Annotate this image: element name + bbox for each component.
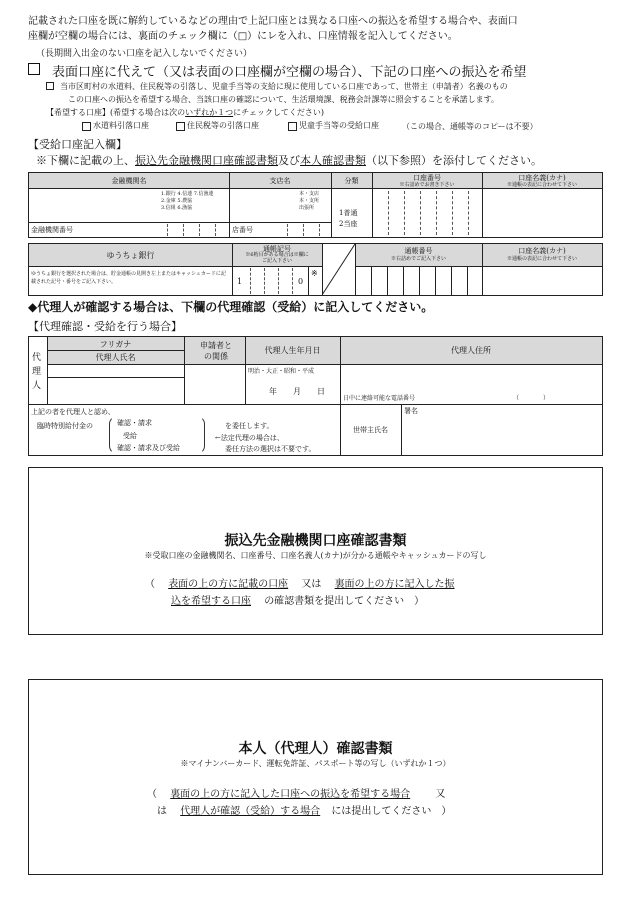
option-sub-1: 当市区町村の水道料、住民税等の引落し、児童手当等の支給に現に使用している口座であって、世帯主（申請者）名義のもの	[60, 82, 508, 91]
yucho-number-header: 通帳番号	[404, 247, 433, 255]
wish-post: にチェックしてください)	[233, 108, 325, 117]
checkbox[interactable]	[288, 122, 297, 131]
delegate-option-both[interactable]: 確認・請求及び受給	[117, 444, 180, 452]
instr-underline-1: 振込先金融機関口座確認書類	[135, 154, 278, 167]
phone-input[interactable]: （ ）	[513, 395, 550, 402]
yucho-number-input[interactable]	[356, 267, 482, 295]
header-bank-name: 金融機関名	[111, 177, 147, 185]
type-ordinary[interactable]: 1普通	[339, 209, 358, 217]
bank-code-label: 金融機関番号	[31, 226, 73, 234]
bank-doc-desc: ※受取口座の金融機関名、口座番号、口座名義人(カナ)が分かる通帳やキャッシュカードの写し	[144, 551, 487, 560]
header-relation: 申請者との関係	[200, 341, 232, 361]
header-branch: 支店名	[269, 177, 291, 185]
relation-input[interactable]	[185, 365, 245, 404]
header-furigana: フリガナ	[99, 340, 132, 349]
agent-table	[28, 336, 603, 456]
legal-note-2: 委任方法の選択は不要です。	[225, 445, 316, 453]
birth-ymd: 年 月 日	[269, 387, 325, 396]
header-account-number: 口座番号	[413, 174, 441, 182]
header-address: 代理人住所	[451, 346, 491, 355]
instr-pre: ※下欄に記載の上、	[36, 154, 135, 167]
instr-mid: 及び	[278, 154, 300, 167]
choice-label: 住民税等の引落口座	[187, 121, 259, 130]
yucho-sixth-digit-mark: ※	[311, 269, 318, 278]
choice-resident-tax[interactable]	[176, 120, 259, 131]
branch-type-list: 本・支店 本・支所 出張所	[299, 191, 320, 211]
legal-note-1: ←法定代理の場合は、	[215, 434, 284, 442]
paren-open: （	[145, 579, 155, 590]
alt-account-checkbox[interactable]	[28, 63, 40, 75]
paren-open: （	[147, 789, 157, 800]
yucho-sign-digit-1: 1	[237, 277, 243, 286]
yucho-table	[28, 243, 603, 296]
id-doc-title: 本人（代理人）確認書類	[238, 741, 393, 757]
agent-name-input[interactable]	[48, 378, 184, 404]
bank-account-table	[28, 172, 603, 238]
id-doc-close: には提出してください ）	[331, 806, 452, 817]
id-doc-desc: ※マイナンバーカード、運転免許証、パスポート等の写し（いずれか１つ）	[180, 759, 451, 768]
wish-pre: 【希望する口座】(希望する場合は次の	[46, 108, 186, 117]
bank-doc-or: 又は	[301, 579, 322, 590]
agent-headline: ◆代理人が確認する場合は、下欄の代理確認（受給）に記入してください。	[28, 300, 434, 314]
yucho-sign-note: ※6桁目がある場合は※欄に ご記入下さい	[245, 252, 309, 264]
wish-line	[46, 107, 324, 118]
bank-doc-attach-area[interactable]	[28, 467, 603, 635]
account-heading: 【受給口座記入欄】	[28, 138, 127, 151]
benefit-label: 臨時特別給付金の	[37, 422, 93, 430]
type-current[interactable]: 2当座	[339, 220, 358, 228]
bank-type-list: 1.銀行 4.信連 7.信漁連 2.金庫 5.農協 3.信組 6.漁協	[161, 191, 214, 211]
yucho-note: ゆうちょ銀行を選択された場合は、貯金通帳の見開き左上またはキャッシュカードに記載された記号・番号をご記入下さい。	[31, 271, 226, 285]
intro-line-2: 座欄が空欄の場合には、裏面のチェック欄に（□）にレを入れ、口座情報を記入してください。	[28, 31, 458, 42]
choice-label: 水道料引落口座	[93, 121, 149, 130]
bank-name-input[interactable]	[31, 189, 229, 222]
instr-post: （以下参照）を添付してください。	[366, 154, 542, 167]
entrust-text: を委任します。	[225, 422, 274, 430]
checkbox[interactable]	[82, 122, 91, 131]
option-title: 表面口座に代えて（又は表面の口座欄が空欄の場合）、下記の口座への振込を希望	[52, 65, 527, 80]
intro-line-1: 記載された口座を既に解約しているなどの理由で上記口座とは異なる口座への振込を希望する場合や、表面口	[28, 16, 518, 27]
era-options[interactable]: 明治・大正・昭和・平成	[248, 368, 315, 375]
choice-label: 児童手当等の受給口座	[299, 121, 379, 130]
option-sub-2: この口座への振込を希望する場合、当該口座の確認について、生活環境課、税務会計課等に照会することを承諾します。	[68, 95, 500, 104]
furigana-input[interactable]	[48, 365, 184, 377]
bank-doc-note-line-2	[171, 592, 424, 607]
yucho-holder-input[interactable]	[483, 267, 602, 295]
bank-doc-note-line-1	[145, 575, 455, 590]
yucho-holder-header: 口座名義(カナ)	[518, 247, 566, 255]
id-doc-note-line-1	[147, 785, 445, 800]
header-type: 分類	[344, 177, 359, 185]
consent-checkbox[interactable]	[46, 82, 54, 90]
bank-doc-close: の確認書類を提出してください ）	[264, 596, 425, 607]
yucho-number-note: ※右詰めでご記入下さい	[390, 256, 446, 262]
branch-name-input[interactable]	[231, 189, 295, 222]
phone-label: 日中に連絡可能な電話番号	[343, 395, 416, 402]
delegate-text: 上記の者を代理人と認め、	[31, 408, 115, 416]
householder-label: 世帯主氏名	[353, 426, 388, 434]
id-doc-wa: は	[157, 806, 167, 817]
diagonal-slash	[322, 244, 355, 295]
account-number-input[interactable]	[373, 189, 482, 237]
yucho-sign-digit-0: 0	[298, 277, 304, 286]
agent-heading: 【代理確認・受給を行う場合】	[28, 320, 182, 333]
instr-underline-2: 本人確認書類	[300, 154, 366, 167]
header-holder: 口座名義(カナ)	[518, 174, 566, 182]
id-doc-note-line-2	[157, 802, 451, 817]
account-holder-input[interactable]	[483, 189, 602, 237]
householder-signature-input[interactable]	[402, 417, 602, 455]
choice-note: （この場合、通帳等のコピーは不要）	[402, 122, 538, 131]
checkbox[interactable]	[176, 122, 185, 131]
yucho-holder-note: ※通帳の表記に合わせて下さい	[506, 256, 577, 262]
yucho-sign-header: 通帳記号	[263, 245, 291, 253]
choice-child-allowance[interactable]	[288, 120, 379, 131]
account-instructions	[36, 152, 542, 168]
intro-note: （長期間入出金のない口座を記入しないでください）	[36, 49, 253, 59]
bank-doc-underline-1: 表面の上の方に記載の口座	[168, 579, 289, 590]
delegate-option-confirm[interactable]: 確認・請求	[117, 419, 152, 427]
choice-water[interactable]	[82, 120, 149, 131]
yucho-sign-input[interactable]	[233, 267, 321, 295]
bank-doc-title: 振込先金融機関口座確認書類	[224, 533, 407, 549]
agent-side-label: 代理人	[32, 353, 42, 391]
bank-doc-underline-2a: 裏面の上の方に記入した振	[334, 579, 455, 590]
id-doc-underline-1: 裏面の上の方に記入した口座への振込を希望する場合	[170, 789, 411, 800]
delegate-option-receive[interactable]: 受給	[123, 432, 137, 440]
id-doc-or: 又	[435, 789, 446, 800]
address-input[interactable]	[341, 365, 602, 389]
header-birthdate: 代理人生年月日	[264, 346, 321, 355]
id-doc-attach-area[interactable]	[28, 679, 603, 875]
id-doc-underline-2: 代理人が確認（受給）する場合	[180, 806, 321, 817]
header-account-number-note: ※右詰めでお書き下さい	[399, 182, 455, 188]
yucho-bank-name: ゆうちょ銀行	[106, 251, 155, 260]
branch-code-label: 店番号	[232, 226, 253, 234]
header-agent-name: 代理人氏名	[95, 353, 136, 362]
header-holder-note: ※通帳の表記に合わせて下さい	[506, 182, 577, 188]
bank-doc-underline-2b: 込を希望する口座	[171, 596, 251, 607]
wish-underline: いずれか１つ	[185, 108, 234, 117]
signature-label: 署名	[404, 407, 418, 415]
